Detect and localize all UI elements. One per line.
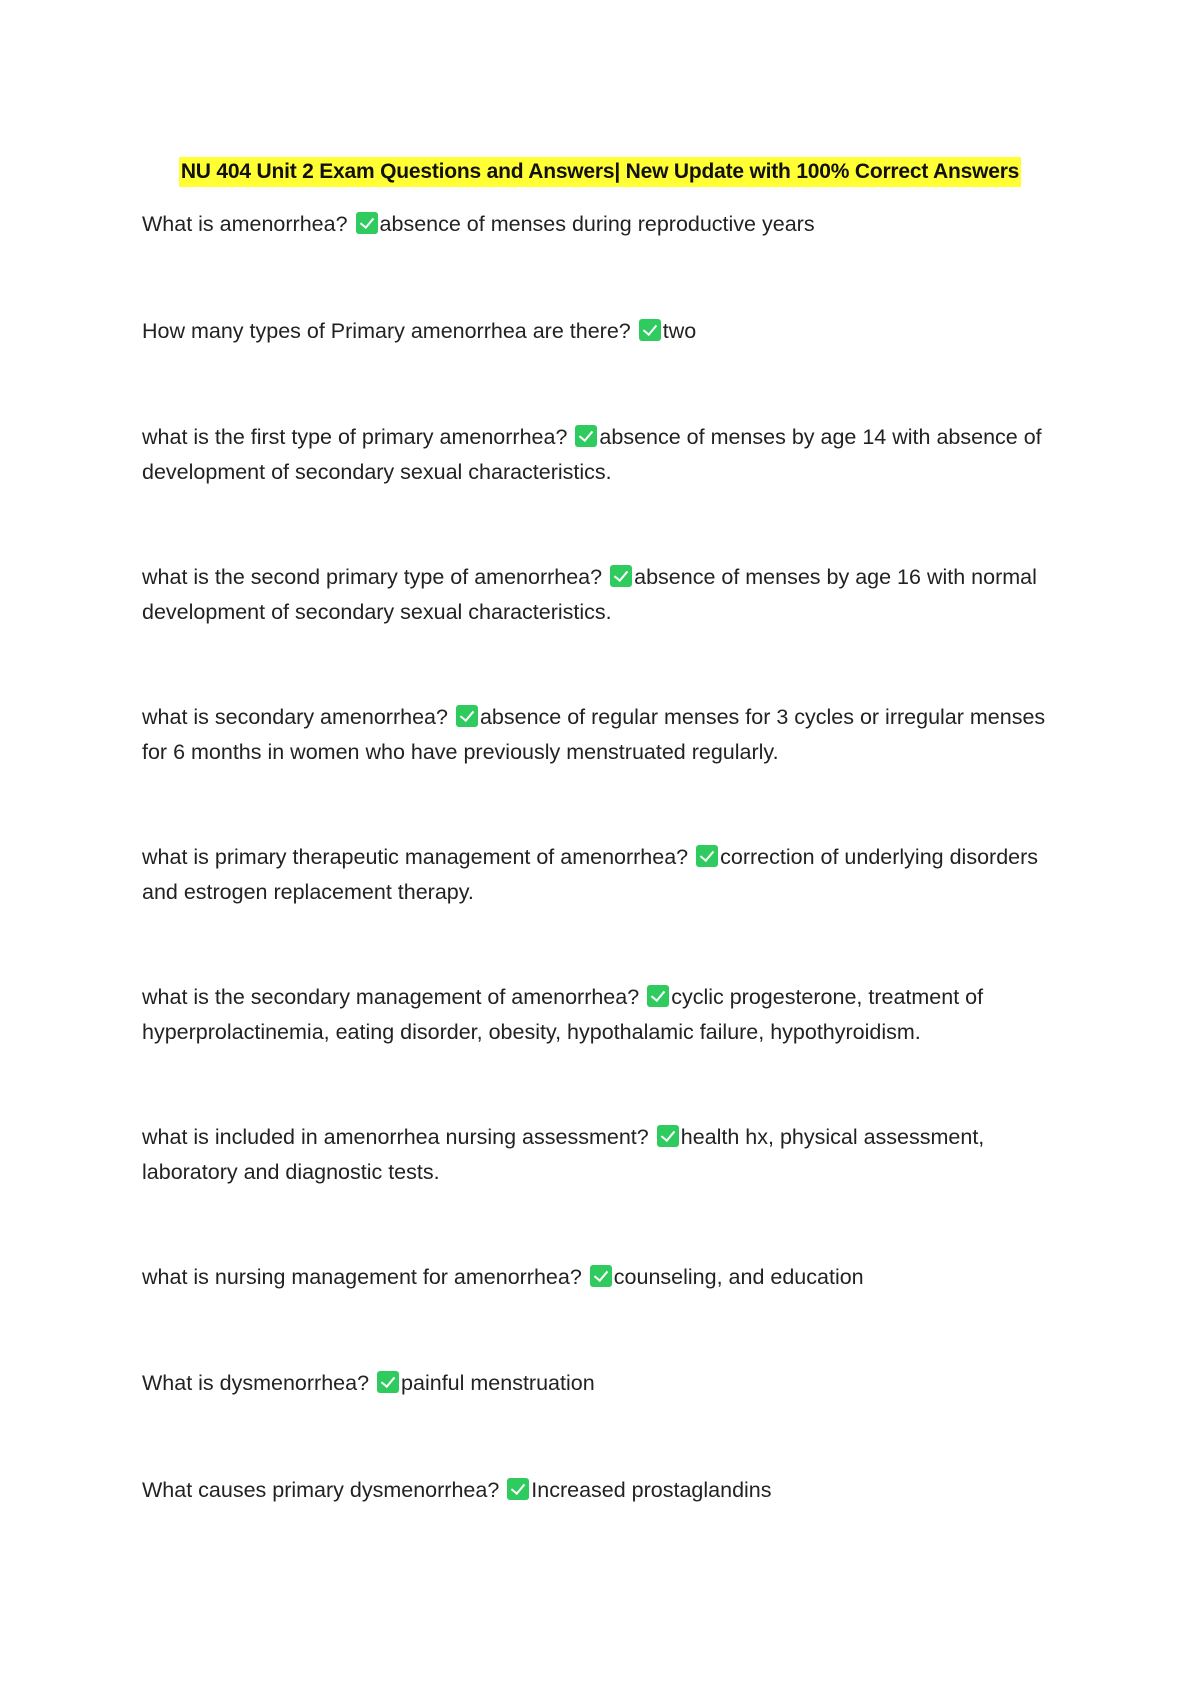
qa-item [142,700,1072,770]
answer-text: absence of menses by age 14 with absence of development of secondary sexual characteristics. [142,425,1042,484]
qa-item [142,1260,1072,1295]
qa-item [142,840,1072,910]
qa-item [142,1120,1072,1190]
qa-item [142,980,1072,1050]
qa-item [142,560,1072,630]
check-mark-icon [696,845,718,867]
question-text: what is the second primary type of amenorrhea? [142,565,603,589]
answer-text: two [662,319,697,343]
check-mark-icon [610,565,632,587]
question-text: what is secondary amenorrhea? [142,705,448,729]
qa-item [142,1366,1072,1401]
document-title: NU 404 Unit 2 Exam Questions and Answers| New Update with 100% Correct Answers [179,157,1021,187]
title-container [0,157,1200,187]
question-text: what is the first type of primary amenorrhea? [142,425,568,449]
qa-item [142,314,1072,349]
answer-text: Increased prostaglandins [531,1478,772,1502]
question-text: How many types of Primary amenorrhea are there? [142,319,631,343]
qa-item [142,207,1072,242]
answer-text: correction of underlying disorders and estrogen replacement therapy. [142,845,1039,904]
check-mark-icon [647,985,669,1007]
check-mark-icon [575,425,597,447]
check-mark-icon [377,1371,399,1393]
check-mark-icon [639,319,661,341]
check-mark-icon [507,1478,529,1500]
question-text: What causes primary dysmenorrhea? [142,1478,500,1502]
answer-text: painful menstruation [401,1371,595,1395]
qa-item [142,1473,1072,1508]
question-text: What is amenorrhea? [142,212,348,236]
qa-item [142,420,1072,490]
check-mark-icon [657,1125,679,1147]
check-mark-icon [590,1265,612,1287]
answer-text: absence of regular menses for 3 cycles or irregular menses for 6 months in women who have previously menstruated regularly. [142,705,1046,764]
question-text: what is the secondary management of amenorrhea? [142,985,640,1009]
question-text: what is primary therapeutic management of amenorrhea? [142,845,689,869]
question-text: what is included in amenorrhea nursing assessment? [142,1125,649,1149]
question-text: what is nursing management for amenorrhea? [142,1265,582,1289]
answer-text: counseling, and education [613,1265,864,1289]
answer-text: cyclic progesterone, treatment of hyperprolactinemia, eating disorder, obesity, hypothalamic failure, hypothyroidism. [142,985,984,1044]
check-mark-icon [456,705,478,727]
answer-text: absence of menses by age 16 with normal development of secondary sexual characteristics. [142,565,1037,624]
answer-text: health hx, physical assessment, laboratory and diagnostic tests. [142,1125,985,1184]
answer-text: absence of menses during reproductive years [379,212,815,236]
check-mark-icon [356,212,378,234]
question-text: What is dysmenorrhea? [142,1371,370,1395]
